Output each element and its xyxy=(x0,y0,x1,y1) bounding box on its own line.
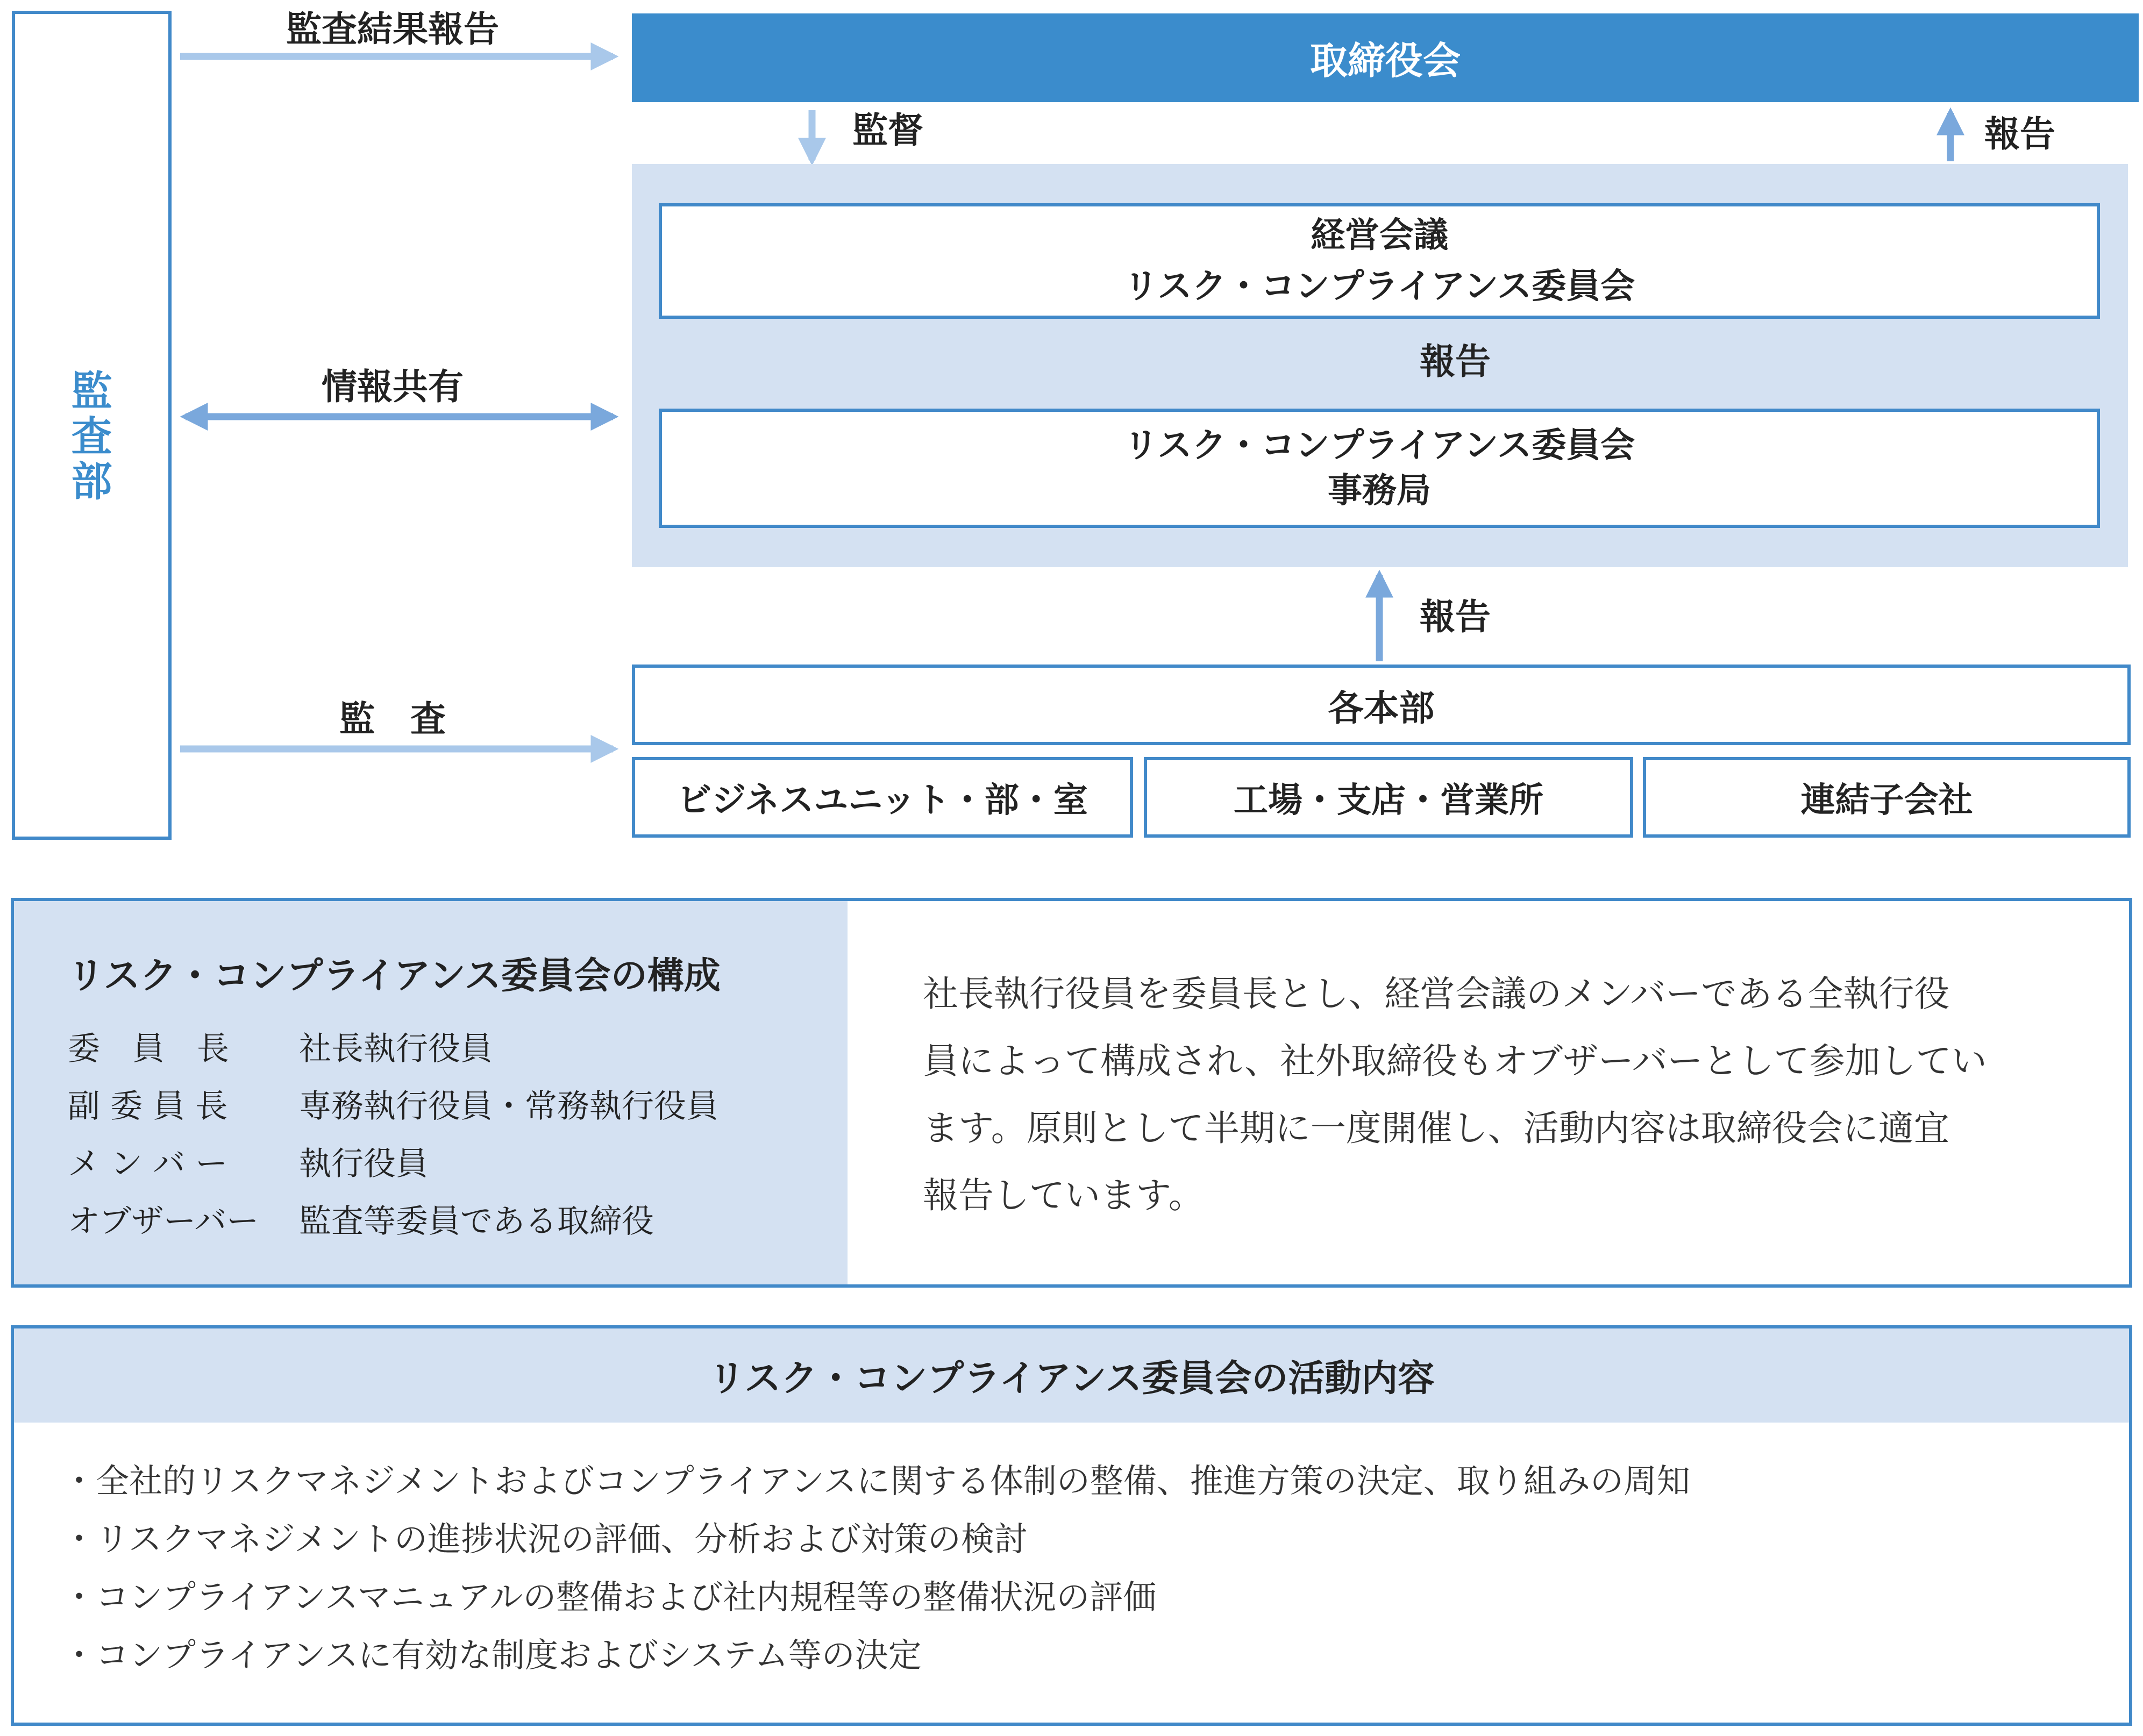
composition-member: 執行役員 xyxy=(299,1145,428,1183)
label-audit-report: 監査結果報告 xyxy=(286,9,499,50)
composition-description xyxy=(923,960,2106,1229)
unit-label-1: ビジネスユニット・部・室 xyxy=(677,781,1088,820)
composition-row xyxy=(68,1140,837,1188)
mgmt-meeting-label: 経営会議 xyxy=(1311,215,1448,255)
label-report-mid: 報告 xyxy=(1420,341,1491,382)
audit-dept-char-2: 査 xyxy=(71,412,112,460)
board-label: 取締役会 xyxy=(1310,39,1461,83)
activity-item: ・全社的リスクマネジメントおよびコンプライアンスに関する体制の整備、推進方策の決定、取り組みの周知 xyxy=(62,1461,1690,1501)
activities-list xyxy=(62,1452,2106,1684)
composition-row xyxy=(68,1082,837,1131)
committee-box xyxy=(659,203,2100,319)
composition-role: メ ン バ ー xyxy=(68,1145,228,1183)
composition-role: 副 委 員 長 xyxy=(68,1088,228,1125)
label-report-low: 報告 xyxy=(1420,596,1491,638)
composition-row xyxy=(68,1197,837,1246)
secretariat-line2: 事務局 xyxy=(1328,471,1431,511)
committee-label: リスク・コンプライアンス委員会 xyxy=(1123,266,1635,306)
audit-dept-char-3: 部 xyxy=(71,458,112,505)
secretariat-line1: リスク・コンプライアンス委員会 xyxy=(1123,426,1635,466)
composition-panel xyxy=(14,901,848,1284)
unit-label-2: 工場・支店・営業所 xyxy=(1234,781,1543,820)
activity-item: ・コンプライアンスマニュアルの整備および社内規程等の整備状況の評価 xyxy=(62,1577,1157,1617)
composition-member: 社長執行役員 xyxy=(299,1030,493,1068)
activities-title: リスク・コンプライアンス委員会の活動内容 xyxy=(708,1358,1435,1400)
composition-member: 専務執行役員・常務執行役員 xyxy=(299,1088,718,1125)
composition-title: リスク・コンプライアンス委員会の構成 xyxy=(68,955,721,997)
divisions-box xyxy=(632,665,2131,745)
composition-section xyxy=(11,898,2132,1288)
audit-dept-box xyxy=(12,11,172,840)
unit-label-3: 連結子会社 xyxy=(1800,781,1973,820)
board-bar xyxy=(632,13,2139,102)
unit-box-business-units xyxy=(632,757,1133,838)
description-line: 社長執行役員を委員長とし、経営会議のメンバーである全執行役 xyxy=(923,973,1950,1015)
description-line: 員によって構成され、社外取締役もオブザーバーとして参加してい xyxy=(923,1040,1987,1082)
activity-item: ・コンプライアンスに有効な制度およびシステム等の決定 xyxy=(62,1635,922,1675)
activities-header xyxy=(14,1328,2129,1423)
description-line: ます。原則として半期に一度開催し、活動内容は取締役会に適宜 xyxy=(923,1108,1949,1149)
label-audit: 監 査 xyxy=(339,698,446,740)
label-report-board: 報告 xyxy=(1984,113,2055,155)
label-info-share: 情報共有 xyxy=(322,366,464,408)
composition-member: 監査等委員である取締役 xyxy=(299,1203,654,1240)
activities-section xyxy=(11,1325,2132,1726)
divisions-label: 各本部 xyxy=(1328,687,1435,729)
label-supervision: 監督 xyxy=(852,110,923,151)
unit-box-factories xyxy=(1144,757,1633,838)
audit-dept-char-1: 監 xyxy=(71,367,112,415)
audit-dept-label xyxy=(15,369,168,504)
description-line: 報告しています。 xyxy=(923,1175,1204,1216)
composition-row xyxy=(68,1025,837,1073)
unit-box-subsidiaries xyxy=(1643,757,2131,838)
composition-role: 委 員 長 xyxy=(68,1030,229,1068)
activity-item: ・リスクマネジメントの進捗状況の評価、分析および対策の検討 xyxy=(62,1519,1028,1559)
composition-role: オブザーバー xyxy=(68,1203,259,1240)
secretariat-box xyxy=(659,409,2100,528)
